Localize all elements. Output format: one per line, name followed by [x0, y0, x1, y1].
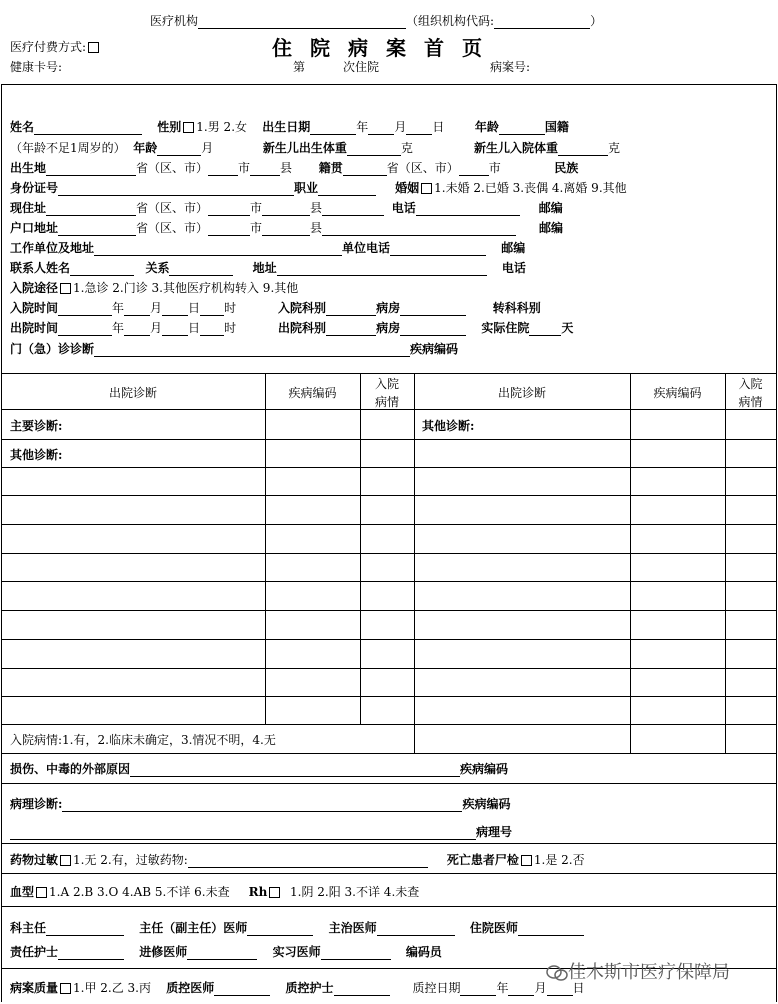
dept-head-field[interactable]	[46, 922, 124, 936]
rule	[1, 524, 776, 525]
contact-address-field[interactable]	[277, 262, 487, 276]
row-pathology: 病理诊断: 疾病编码	[10, 797, 511, 811]
dis-month[interactable]	[124, 322, 150, 336]
nurse-field[interactable]	[58, 946, 124, 960]
row-name: 姓名 性别 1.男 2.女 出生日期 年 月 日 年龄 国籍	[10, 120, 569, 134]
page-title: 住院病案首页	[272, 36, 500, 60]
rule	[630, 373, 631, 753]
address-province[interactable]	[46, 202, 136, 216]
admission-count: 第 次住院	[293, 60, 380, 74]
row-quality: 病案质量 1.甲 2.乙 3.丙 质控医师 质控护士 质控日期 年 月 日	[10, 981, 585, 995]
native-province[interactable]	[343, 162, 387, 176]
qc-day[interactable]	[547, 982, 573, 996]
attending-field[interactable]	[377, 922, 455, 936]
rule	[1, 753, 776, 754]
row-hukou: 户口地址 省（区、市） 市 县 邮编	[10, 221, 563, 235]
rule	[1, 783, 776, 784]
rule	[360, 373, 361, 724]
rule	[265, 373, 266, 724]
blood-checkbox[interactable]	[36, 887, 47, 898]
infant-age-field[interactable]	[157, 142, 201, 156]
adm-year[interactable]	[58, 302, 112, 316]
dob-month[interactable]	[368, 121, 394, 135]
row-adm-route: 入院途径 1.急诊 2.门诊 3.其他医疗机构转入 9.其他	[10, 281, 299, 295]
rule	[1, 906, 776, 907]
rule	[1, 668, 776, 669]
row-work: 工作单位及地址 单位电话 邮编	[10, 241, 526, 255]
rule	[1, 373, 776, 374]
chief-field[interactable]	[247, 922, 313, 936]
header-discharge-diag: 出院诊断	[108, 386, 157, 400]
hukou-county[interactable]	[262, 222, 310, 236]
row-er-diag: 门（急）诊诊断 疾病编码	[10, 342, 459, 356]
address-city[interactable]	[208, 202, 250, 216]
rule	[414, 373, 415, 753]
dis-day[interactable]	[162, 322, 188, 336]
injury-field[interactable]	[130, 763, 460, 777]
name-field[interactable]	[34, 121, 142, 135]
other-diag-label: 其他诊断:	[10, 448, 63, 462]
contact-field[interactable]	[70, 262, 134, 276]
adm-dept-field[interactable]	[326, 302, 376, 316]
birth-weight-field[interactable]	[347, 142, 401, 156]
allergy-drug-field[interactable]	[188, 854, 428, 868]
rule	[1, 724, 776, 725]
trainee-field[interactable]	[187, 946, 257, 960]
adm-ward-field[interactable]	[400, 302, 466, 316]
payment-checkbox[interactable]	[88, 42, 99, 53]
autopsy-checkbox[interactable]	[521, 855, 532, 866]
row-doctors: 科主任 主任（副主任）医师 主治医师 住院医师	[10, 919, 584, 936]
pathology-extra-field[interactable]	[10, 826, 476, 840]
age-field[interactable]	[499, 121, 545, 135]
dis-year[interactable]	[58, 322, 112, 336]
dob-day[interactable]	[406, 121, 432, 135]
row-id: 身份证号 职业 婚姻 1.未婚 2.已婚 3.丧偶 4.离婚 9.其他	[10, 181, 627, 195]
rule	[1, 84, 776, 85]
rule	[1, 553, 776, 554]
hukou-province[interactable]	[58, 222, 136, 236]
header-adm-cond-right-2: 病情	[738, 395, 763, 409]
rule	[1, 843, 776, 844]
dis-hour[interactable]	[200, 322, 224, 336]
row-birthplace: 出生地 省（区、市） 市 县 籍贯 省（区、市） 市 民族	[10, 161, 579, 175]
header-disease-code: 疾病编码	[288, 386, 337, 400]
marriage-checkbox[interactable]	[421, 183, 432, 194]
rule	[776, 84, 777, 1002]
hukou-city[interactable]	[208, 222, 250, 236]
address-county[interactable]	[262, 202, 310, 216]
payment-label: 医疗付费方式:	[10, 38, 101, 55]
institution-field[interactable]	[198, 15, 406, 29]
qc-doctor-field[interactable]	[214, 982, 270, 996]
intern-field[interactable]	[321, 946, 391, 960]
row-allergy: 药物过敏 1.无 2.有，过敏药物: 死亡患者尸检 1.是 2.否	[10, 853, 585, 867]
occupation-field[interactable]	[318, 182, 376, 196]
rule	[725, 373, 726, 753]
other-diag-right-label: 其他诊断:	[422, 419, 475, 433]
institution-label: 医疗机构 （组织机构代码: ）	[150, 14, 603, 28]
case-no-label: 病案号:	[490, 60, 531, 74]
row-contact: 联系人姓名 关系 地址 电话	[10, 261, 526, 275]
header-adm-cond-1: 入院	[374, 377, 399, 391]
rule	[1, 610, 776, 611]
birth-province[interactable]	[46, 162, 136, 176]
id-field[interactable]	[58, 182, 294, 196]
rule	[1, 639, 776, 640]
header-adm-cond-right-1: 入院	[738, 377, 763, 391]
rule	[1, 84, 2, 1002]
watermark: 佳木斯市医疗保障局	[546, 958, 730, 984]
qc-month[interactable]	[508, 982, 534, 996]
row-adm-time: 入院时间 年 月 日 时 入院科别 病房 转科科别	[10, 301, 541, 315]
birth-city[interactable]	[208, 162, 238, 176]
row-infant: （年龄不足1周岁的） 年龄 月 新生儿出生体重 克 新生儿入院体重 克	[10, 141, 620, 155]
row-nurses: 责任护士 进修医师 实习医师 编码员	[10, 945, 442, 959]
qc-year[interactable]	[460, 982, 496, 996]
quality-checkbox[interactable]	[60, 983, 71, 994]
header-discharge-diag-right: 出院诊断	[497, 386, 546, 400]
work-field[interactable]	[94, 242, 342, 256]
wechat-logo-icon	[546, 965, 568, 981]
header-disease-code-right: 疾病编码	[653, 386, 702, 400]
adm-day[interactable]	[162, 302, 188, 316]
actual-days-field[interactable]	[529, 322, 561, 336]
phone-field[interactable]	[416, 202, 520, 216]
rule	[1, 581, 776, 582]
rule	[1, 696, 776, 697]
header-adm-cond-2: 病情	[374, 395, 399, 409]
sex-checkbox[interactable]	[183, 122, 194, 133]
rule	[1, 467, 776, 468]
health-card-label: 健康卡号:	[10, 60, 63, 74]
native-city[interactable]	[459, 162, 489, 176]
birth-county[interactable]	[250, 162, 280, 176]
qc-nurse-field[interactable]	[334, 982, 390, 996]
allergy-checkbox[interactable]	[60, 855, 71, 866]
rule	[1, 495, 776, 496]
dis-dept-field[interactable]	[326, 322, 376, 336]
row-dis-time: 出院时间 年 月 日 时 出院科别 病房 实际住院 天	[10, 321, 574, 335]
row-blood: 血型 1.A 2.B 3.O 4.AB 5.不详 6.未查 Rh 1.阴 2.阳 3.不详 4.未查	[10, 885, 420, 899]
main-diag-label: 主要诊断:	[10, 419, 63, 433]
relation-field[interactable]	[169, 262, 233, 276]
dob-year[interactable]	[310, 121, 356, 135]
er-diag-field[interactable]	[94, 343, 410, 357]
rh-checkbox[interactable]	[269, 887, 280, 898]
row-injury: 损伤、中毒的外部原因 疾病编码	[10, 762, 509, 776]
adm-cond-note: 入院病情:1.有，2.临床未确定，3.情况不明，4.无	[10, 733, 276, 747]
address-detail[interactable]	[322, 202, 384, 216]
hukou-detail[interactable]	[322, 222, 516, 236]
rule	[1, 873, 776, 874]
pathology-field[interactable]	[62, 798, 462, 812]
adm-route-checkbox[interactable]	[60, 283, 71, 294]
adm-weight-field[interactable]	[558, 142, 608, 156]
row-pathology-no: 病理号	[10, 823, 512, 840]
adm-month[interactable]	[124, 302, 150, 316]
rule	[1, 439, 776, 440]
org-code-field[interactable]	[494, 15, 590, 29]
resident-field[interactable]	[518, 922, 584, 936]
work-phone-field[interactable]	[390, 242, 486, 256]
adm-hour[interactable]	[200, 302, 224, 316]
dis-ward-field[interactable]	[400, 322, 466, 336]
row-address: 现住址 省（区、市） 市 县 电话 邮编	[10, 201, 563, 215]
